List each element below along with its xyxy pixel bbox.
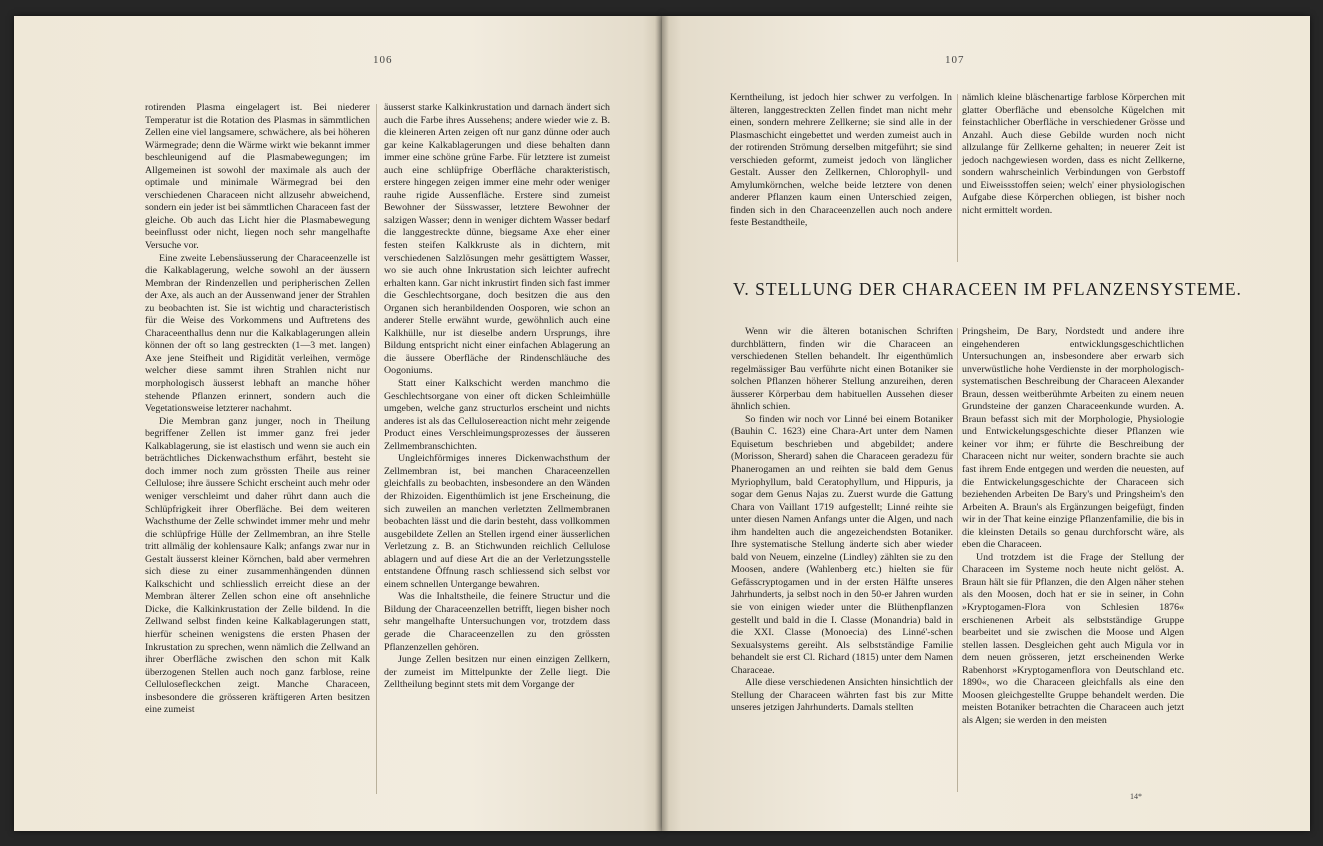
paragraph: Pringsheim, De Bary, Nordstedt und andere ihre eingehenderen entwicklungsgeschichtlichen Untersuchungen an, insbesondere aber erwarb sich unverwüstliche hohe Verdienste in der morphologisch-systematischen Beschreibung der Characeen Alexander Braun, dessen weitberühmte Arbeiten zu einem neuen Grundsteine der ganzen Characeenkunde wurden. A. Braun befasst sich mit der Morphologie, Physiologie und Entwickelungsgeschichte dieser Pflanzen wie keiner vor ihm; er führte die Beschreibung der Characeen nicht nur weiter, sondern brachte sie auch fast ihrem Ende entgegen und werden die neuesten, auf die Entwickelungsgeschichte der Characeen sich beziehenden Arbeiten De Bary's und Pringsheim's den Arbeiten A. Braun's als Ergänzungen beigefügt, finden wir in der That keine einzige Pflanzenfamilie, die bis in die kleinsten Details so genau durchforscht wäre, als eben die Characeen. xyxy=(962,326,1184,551)
paragraph: Alle diese verschiedenen Ansichten hinsichtlich der Stellung der Characeen währten fast bis zur Mitte unseres jetzigen Jahrhunderts. Damals stellten xyxy=(731,677,953,714)
paragraph: Kerntheilung, ist jedoch hier schwer zu verfolgen. In älteren, langgestreckten Zellen findet man nicht mehr einen, sondern mehrere Zellkerne; sie sind alle in der Plasmaschicht eingebettet und werden zumeist auch in der rotirenden Strömung derselben mitgeführt; sie sind verschieden geformt, zumeist jedoch von länglicher Gestalt. Ausser den Zellkernen, Chlorophyll- und Amylumkörnchen, welche beide letztere von denen anderer Pflanzen kaum einen Unterschied zeigen, finden sich in den Characeenzellen auch noch andere feste Bestandtheile, xyxy=(730,92,952,229)
paragraph: Was die Inhaltstheile, die feinere Structur und die Bildung der Characeenzellen betrifft, liegen bisher noch sehr mangelhafte Untersuchungen vor, trotzdem dass gerade die Characeenzellen zu den grössten Pflanzenzellen gehören. xyxy=(384,591,610,653)
paragraph: Und trotzdem ist die Frage der Stellung der Characeen im Systeme noch heute nicht gelöst. A. Braun hält sie für Pflanzen, die den Algen näher stehen als den Moosen, doch hat er sie in seiner, in Cohn »Kryptogamen-Flora von Schlesien 1876« erschienenen Arbeit als selbstständige Gruppe bearbeitet und sie zwischen die Moose und Algen stellen lassen. Desgleichen geht auch Migula vor in dem neuen grösseren, jetzt erscheinenden Werke Rabenhorst »Kryptogamenflora von Deutschland etc. 1890«, wo die Characeen gleichfalls als eine den Moosen gleichgestellte Gruppe behandelt werden. Die meisten Botaniker betrachten die Characeen auch jetzt als Algen; sie werden in den meisten xyxy=(962,551,1184,726)
right-page-top-column-1 xyxy=(730,92,952,230)
paragraph: Wenn wir die älteren botanischen Schriften durchblättern, finden wir die Characeen an verschiedenen Stellen behandelt. Ihr eigenthümlich regelmässiger Bau verführte nicht einen Botaniker sie solchen Pflanzen höherer Stellung anzureihen, deren äusserer Körperbau dem habituellen Aussehen dieser ähnlich schien. xyxy=(731,326,953,413)
section-heading: V. STELLUNG DER CHARACEEN IM PFLANZENSYSTEME. xyxy=(733,279,1242,299)
paragraph: äusserst starke Kalkinkrustation und darnach ändert sich auch die Farbe ihres Aussehens; andere wieder wie z. B. die kleineren Arten zeigen oft nur ganz dünne oder auch gar keine Kalkablagerungen und diese behalten dann immer eine schöne grüne Farbe. Für letztere ist zumeist auch eine schlüpfrige Oberfläche charakteristisch, erstere hingegen zeigen immer eine mehr oder weniger rauhe rigide Aussenfläche. Erstere sind zumeist Bewohner der Süsswasser, letztere Bewohner der salzigen Wasser; denn in weniger dichtem Wasser bedarf die langgestreckte dünne, biegsame Axe eher einer festen steifen Kalkkruste als in dichtern, mit verschiedenen Salzlösungen mehr gesättigtem Wasser, wo sie auch ohne Inkrustation sich leichter aufrecht erhalten kann. Gar nicht inkrustirt finden sich fast immer die Geschlechtsorgane, doch besitzen die aus den Organen sich heranbildenden Oosporen, wie schon an anderer Stelle erwähnt wurde, gewöhnlich auch eine Kalkhülle, nur ist dieselbe andern Ursprungs, ihre Bildung entspricht nicht einer einfachen Ablagerung an die äussere Oberfläche der Rindenschläuche des Oogoniums. xyxy=(384,102,610,377)
left-page-column-1 xyxy=(145,102,370,717)
column-divider xyxy=(957,328,958,792)
paragraph: So finden wir noch vor Linné bei einem Botaniker (Bauhin C. 1623) eine Chara-Art unter dem Namen Equisetum beschrieben und abgebildet; andere (Morisson, Sherard) sahen die Characeen geradezu für Phanerogamen an und reihten sie bald dem Genus Myriophyllum, bald Ceratophyllum, und Hippuris, ja sogar dem Genus Najas zu. Zuerst wurde die Gattung Chara von Vaillant 1719 aufgestellt; Linné reihte sie unter diesen Namen Anfangs unter die Algen, und nach ihm handelten auch die angezeichendsten Botaniker. Ihre systematische Stellung änderte sich aber wieder bald von Neuem, einzelne (Lindley) zählten sie zu den Moosen, andere (Wahlenberg etc.) hielten sie für Gefässcryptogamen und in der ersten Hälfte unseres Jahrhunderts, ja selbst noch in den 50-er Jahren wurden sie von einigen wieder unter die Blüthenpflanzen gestellt und bald in die I. Classe (Monandria) bald in die XXI. Classe (Monoecia) des Linné'-schen Sexualsystems gereiht. Als selbstständige Familie behandelt sie erst Cl. Richard (1815) unter dem Namen Characeae. xyxy=(731,413,953,676)
paragraph: Die Membran ganz junger, noch in Theilung begriffener Zellen ist immer ganz frei jeder Kalkablagerung, sie ist elastisch und wenn sie auch ein beträchtliches Dickenwachsthum erfährt, besteht sie doch immer noch zum grössten Theile aus reiner Cellulose; ihre äussere Schicht erscheint auch mehr oder weniger verschleimt und daher rührt dann auch die Schlüpfrigkeit ihrer Oberfläche. Bei dem weiteren Wachsthume der Zelle schwindet immer mehr und mehr die schlüpfrige Hülle der Zellmembran, an ihre Stelle tritt allmälig der kohlensaure Kalk; anfangs zwar nur in Gestalt äusserst kleiner Körnchen, bald aber vermehren sich diese zu einer zusammenhängenden dünnen Kalkschicht und schliesslich erreicht diese an der Membran älterer Zellen schon eine oft ansehnliche Dicke, die Kalkinkrustation der Zelle bildend. In die Zellwand selbst finden keine Kalkablagerungen statt, hierfür scheinen wenigstens die ersten Phasen der Inkrustation zu sprechen, wenn nämlich die Zellwand an ihrer Oberfläche zwischen den schon mit Kalk überzogenen Stellen auch noch ganz farblose, reine Cellulosefleckchen zeigt. Manche Characeen, insbesondere die grösseren kräftigeren Arten besitzen eine zumeist xyxy=(145,415,370,716)
right-page-column-2 xyxy=(962,326,1184,728)
right-page-top-column-2 xyxy=(962,92,1185,217)
paragraph: Junge Zellen besitzen nur einen einzigen Zellkern, der zumeist im Mittelpunkte der Zelle liegt. Die Zelltheilung beginnt stets mit dem Vorgange der xyxy=(384,654,610,691)
signature-mark: 14* xyxy=(1130,792,1142,801)
paragraph: Ungleichförmiges inneres Dickenwachsthum der Zellmembran ist, bei manchen Characeenzellen gleichfalls zu beobachten, insbesondere an den Wänden der Rhizoiden. Eigenthümlich ist jene Erscheinung, die sich zuweilen an manchen verletzten Zellmembranen beobachten lässt und die darin besteht, dass vollkommen ausgebildete Zellen an Stellen irgend einer äusserlichen Verletzung z. B. an Stichwunden reichlich Cellulose ablagern und auf diese Art die an der Verletzungsstelle entstandene Öffnung rasch schliessend sich selbst vor einem schnellen Untergange bewahren. xyxy=(384,453,610,590)
column-divider xyxy=(376,104,377,794)
page-number-right: 107 xyxy=(945,54,965,66)
right-page-column-1 xyxy=(731,326,953,715)
page-number-left: 106 xyxy=(373,54,393,66)
paragraph: nämlich kleine bläschenartige farblose Körperchen mit glatter Oberfläche und ebensolche Kügelchen mit feinstachlicher Oberfläche in verschiedener Grösse und Anzahl. Auch diese Gebilde wurden noch nicht allzulange für Zellkerne gehalten; in neuerer Zeit ist jedoch nachgewiesen worden, dass es nicht Zellkerne, sondern wahrscheinlich Verbindungen von Gerbstoff und Eiweissstoffen seien; welch' einer physiologischen Aufgabe diese Körperchen obliegen, ist bisher noch nicht ermittelt worden. xyxy=(962,92,1185,216)
left-page-column-2 xyxy=(384,102,610,692)
column-divider xyxy=(957,94,958,262)
book-gutter xyxy=(655,16,669,831)
paragraph: Eine zweite Lebensäusserung der Characeenzelle ist die Kalkablagerung, welche sowohl an der äussern Membran der Rindenzellen und peripherischen Zellen der Axe, als auch an der Aussenwand jener der Strahlen zu beobachten ist. Sie ist wichtig und characteristisch für die Weise des Vorkommens und Auftretens des Characeenthallus denn nur die Kalkablagerungen allein können der oft so lang gestreckten (1—3 met. langen) Axe jene Steifheit und Rigidität verleihen, vermöge welcher diese sammt ihren Strahlen nicht nur morphologisch äusserst lebhaft an manche höher stehende Pflanzen erinnert, sondern auch die Vegetationsweise letzterer nachahmt. xyxy=(145,252,370,415)
paragraph: Statt einer Kalkschicht werden manchmo die Geschlechtsorgane von einer oft dicken Schleimhülle umgeben, welche ganz structurlos erscheint und nichts anderes ist als das Cellulosereaction nicht mehr zeigende Product eines Verschleimungsprozesses der äusseren Zellmembranschichten. xyxy=(384,378,610,452)
paragraph: rotirenden Plasma eingelagert ist. Bei niederer Temperatur ist die Rotation des Plasmas in sämmtlichen Zellen eine viel langsamere, schwächere, als bei höheren Wärmegrade; denn die Wärme wirkt wie bekannt immer beschleunigend auf die Plasmabewegungen; im Allgemeinen ist sowohl der maximale als auch der optimale und minimale Wärmegrad bei den verschiedenen Characeen nicht allzusehr abweichend, sondern ein jeder ist bei sämmtlichen Characeen fast der gleiche. Ob auch das Licht hier die Plasmabewegung beeinflusst oder nicht, liegen noch sehr mangelhafte Versuche vor. xyxy=(145,102,370,252)
